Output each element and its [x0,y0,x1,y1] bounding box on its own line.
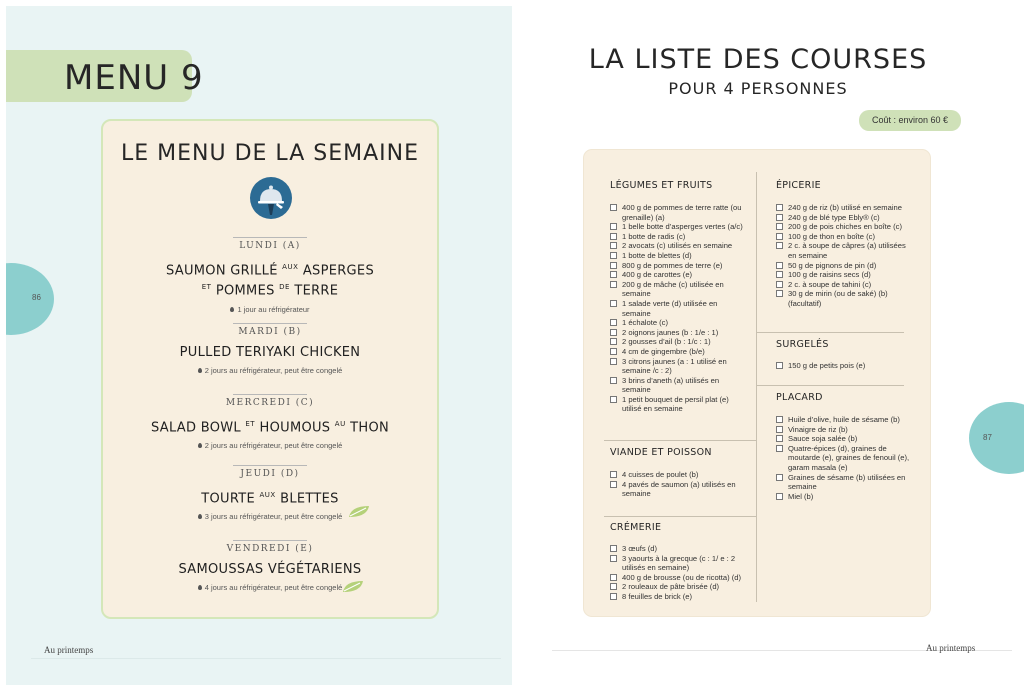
section-title-placard: PLACARD [776,392,823,403]
column-divider [756,172,757,602]
shopping-list-item [610,554,748,573]
checkbox-icon[interactable] [610,281,617,288]
cloche-icon [250,177,292,219]
shopping-list-item [610,395,748,414]
item-text: 4 cm de gingembre (b/e) [622,346,705,356]
footer-rule [31,658,501,659]
right-page [512,0,1024,691]
checkbox-icon[interactable] [776,445,783,452]
shopping-list-item [610,376,748,395]
dish-name: PULLED TERIYAKI CHICKEN [179,345,361,360]
checkbox-icon[interactable] [776,223,783,230]
checkbox-icon[interactable] [610,348,617,355]
dish-name: SAUMON GRILLÉ $^{AUX}$ ASPERGES $^{ET}$ POMMES $^{DE}$ TERRE [165,263,374,299]
checkbox-icon[interactable] [776,233,783,240]
shopping-list-item [776,361,916,371]
item-text: 3 citrons jaunes (a : 1 utilisé en semaine /c : 2) [622,356,727,376]
shopping-list-item [776,203,916,213]
checkbox-icon[interactable] [776,493,783,500]
shopping-list-item [610,280,748,299]
checkbox-icon[interactable] [776,474,783,481]
list-epicerie [776,203,916,309]
shopping-list-item [610,203,748,222]
item-text: 1 salade verte (d) utilisée en semaine [622,298,718,318]
checkbox-icon[interactable] [776,362,783,369]
checkbox-icon[interactable] [610,471,617,478]
day-label: VENDREDI (E) [226,544,314,554]
checkbox-icon[interactable] [610,329,617,336]
page-footer: Au printemps [44,645,94,655]
shopping-list-item [776,425,916,435]
checkbox-icon[interactable] [610,204,617,211]
item-text: 30 g de mirin (ou de saké) (b) (facultatif) [788,289,888,308]
divider [233,465,307,466]
checkbox-icon[interactable] [776,242,783,249]
item-text: Graines de sésame (b) utilisées en semaine [788,472,906,492]
checkbox-icon[interactable] [610,583,617,590]
item-text: 1 échalote (c) [622,318,669,328]
checkbox-icon[interactable] [610,262,617,269]
shopping-list-item [776,415,916,425]
shopping-list-item [776,289,916,308]
item-text: 2 oignons jaunes (b : 1/e : 1) [622,327,719,337]
checkbox-icon[interactable] [776,281,783,288]
item-text: 400 g de pommes de terre ratte (ou grenaille) (a) [622,203,742,222]
day-thursday [103,465,437,521]
section-title-legumes: LÉGUMES ET FRUITS [610,180,713,191]
item-text: 400 g de carottes (e) [622,270,693,280]
checkbox-icon[interactable] [610,555,617,562]
checkbox-icon[interactable] [610,545,617,552]
item-text: Quatre-épices (d), graines de moutarde (e), graines de fenouil (e), garam masala (e) [788,443,910,472]
shopping-list-item [610,592,748,602]
divider [233,394,307,395]
page-number: 86 [32,293,41,302]
item-text: 2 rouleaux de pâte brisée (d) [622,582,720,592]
item-text: 50 g de pignons de pin (d) [788,260,877,270]
day-wednesday [103,394,437,450]
list-cremerie [610,544,748,602]
shopping-list-item [776,473,916,492]
item-text: Huile d’olive, huile de sésame (b) [788,415,900,424]
storage-note: 3 jours au réfrigérateur, peut être congelé [103,512,437,521]
checkbox-icon[interactable] [776,204,783,211]
shopping-list-item [610,480,748,499]
item-text: 240 g de blé type Ebly® (c) [788,212,880,222]
item-text: Miel (b) [788,491,814,501]
drop-icon [198,443,202,448]
day-label: MARDI (B) [238,327,302,337]
checkbox-icon[interactable] [610,338,617,345]
shopping-list-item [610,357,748,376]
left-page [6,6,512,685]
shopping-list-item [776,280,916,290]
shopping-list-item [776,434,916,444]
section-title-surgeles: SURGELÉS [776,339,829,350]
item-text: 400 g de brousse (ou de ricotta) (d) [622,572,742,582]
storage-note: 2 jours au réfrigérateur, peut être congelé [103,441,437,450]
checkbox-icon[interactable] [610,271,617,278]
item-text: 200 g de pois chiches en boîte (c) [788,222,902,232]
day-tuesday [103,323,437,375]
list-viande [610,470,748,499]
shopping-list-item [776,213,916,223]
shopping-list-item [776,492,916,502]
shopping-list-item [610,261,748,271]
page-number-circle [6,263,54,335]
drop-icon [230,307,234,312]
menu-title: MENU 9 [64,58,204,98]
checkbox-icon[interactable] [776,290,783,297]
checkbox-icon[interactable] [610,481,617,488]
item-text: 1 botte de blettes (d) [622,250,692,260]
checkbox-icon[interactable] [610,252,617,259]
checkbox-icon[interactable] [776,435,783,442]
item-text: Vinaigre de riz (b) [788,424,848,434]
shopping-list-item [776,444,916,473]
day-label: LUNDI (A) [239,241,301,251]
page-number: 87 [983,433,992,442]
divider [233,540,307,541]
checkbox-icon[interactable] [610,242,617,249]
storage-note: 4 jours au réfrigérateur, peut être congelé [103,583,437,592]
checkbox-icon[interactable] [610,396,617,403]
checkbox-icon[interactable] [776,262,783,269]
shopping-list-item [610,251,748,261]
shopping-list-item [776,261,916,271]
shopping-list-item [776,232,916,242]
shopping-list-item [610,270,748,280]
section-divider [604,516,756,517]
storage-note: 2 jours au réfrigérateur, peut être congelé [103,366,437,375]
day-friday [103,540,437,592]
shopping-list-item [610,222,748,232]
shopping-list-item [610,347,748,357]
shopping-list-title: LA LISTE DES COURSES [588,44,928,75]
item-text: 200 g de mâche (c) utilisée en semaine [622,279,724,299]
item-text: 1 belle botte d’asperges vertes (a/c) [622,222,743,232]
item-text: 4 pavés de saumon (a) utilisés en semaine [622,479,736,499]
storage-note: 1 jour au réfrigérateur [103,305,437,314]
dish-name: SAMOUSSAS VÉGÉTARIENS [178,562,362,577]
checkbox-icon[interactable] [610,358,617,365]
dish-name: TOURTE $^{AUX}$ BLETTES [201,491,339,507]
item-text: 2 avocats (c) utilisés en semaine [622,241,733,251]
shopping-list-item [776,270,916,280]
shopping-list-item [610,337,748,347]
weekly-menu-card [101,119,439,619]
section-title-epicerie: ÉPICERIE [776,180,821,191]
shopping-list-item [610,299,748,318]
day-label: MERCREDI (C) [225,398,315,408]
card-title: LE MENU DE LA SEMAINE [121,141,419,166]
checkbox-icon[interactable] [776,271,783,278]
item-text: 240 g de riz (b) utilisé en semaine [788,203,902,212]
shopping-list-subtitle: POUR 4 PERSONNES [668,79,848,98]
checkbox-icon[interactable] [610,319,617,326]
shopping-list-item [610,318,748,328]
list-placard [776,415,916,501]
drop-icon [198,514,202,519]
shopping-list-card [584,150,930,616]
shopping-list-item [610,544,748,554]
checkbox-icon[interactable] [610,223,617,230]
leaf-icon [347,505,371,519]
cost-badge: Coût : environ 60 € [859,110,961,131]
shopping-list-item [610,241,748,251]
item-text: 100 g de thon en boîte (c) [788,231,875,241]
shopping-list-item [610,328,748,338]
day-monday [103,237,437,314]
section-divider [756,332,904,333]
item-text: 3 brins d’aneth (a) utilisés en semaine [622,375,720,395]
divider [233,237,307,238]
shopping-list-item [776,222,916,232]
shopping-list-item [610,232,748,242]
item-text: 3 yaourts à la grecque (c : 1/ e : 2 utilisés en semaine) [622,553,736,573]
divider [233,323,307,324]
section-title-cremerie: CRÉMERIE [610,522,662,533]
checkbox-icon[interactable] [610,377,617,384]
item-text: Sauce soja salée (b) [788,434,858,444]
section-divider [756,385,904,386]
section-divider [604,440,756,441]
checkbox-icon[interactable] [610,233,617,240]
checkbox-icon[interactable] [610,574,617,581]
item-text: 150 g de petits pois (e) [788,361,866,370]
page-footer: Au printemps [926,643,976,653]
item-text: 8 feuilles de brick (e) [622,591,693,601]
dish-name: SALAD BOWL $^{ET}$ HOUMOUS $^{AU}$ THON [150,420,390,436]
list-surgeles [776,361,916,371]
page-number-circle [969,402,1024,474]
item-text: 2 c. à soupe de câpres (a) utilisées en semaine [788,241,906,260]
item-text: 2 c. à soupe de tahini (c) [788,279,872,289]
checkbox-icon[interactable] [776,426,783,433]
day-label: JEUDI (D) [240,469,300,479]
list-legumes [610,203,748,414]
drop-icon [198,585,202,590]
item-text: 4 cuisses de poulet (b) [622,470,699,479]
checkbox-icon[interactable] [610,593,617,600]
shopping-list-item [610,573,748,583]
item-text: 1 botte de radis (c) [622,231,686,241]
item-text: 100 g de raisins secs (d) [788,270,871,280]
item-text: 1 petit bouquet de persil plat (e) utilisé en semaine [622,394,729,414]
drop-icon [198,368,202,373]
item-text: 2 gousses d’ail (b : 1/c : 1) [622,337,711,347]
shopping-list-item [610,470,748,480]
checkbox-icon[interactable] [776,416,783,423]
item-text: 3 œufs (d) [622,544,658,553]
shopping-list-item [776,241,916,260]
item-text: 800 g de pommes de terre (e) [622,260,723,270]
checkbox-icon[interactable] [776,214,783,221]
shopping-list-item [610,582,748,592]
leaf-icon [341,580,365,594]
checkbox-icon[interactable] [610,300,617,307]
section-title-viande: VIANDE ET POISSON [610,447,712,458]
